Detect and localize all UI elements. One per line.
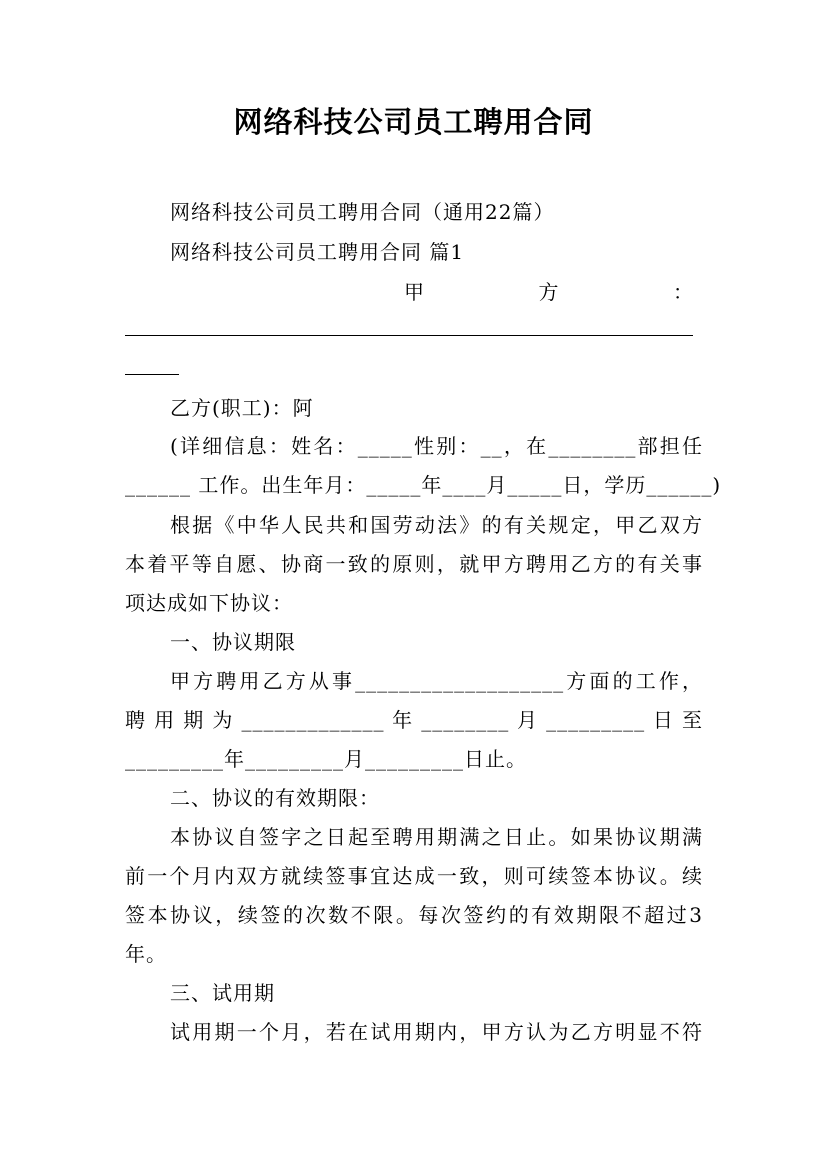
blank-underline — [125, 335, 693, 336]
document-title: 网络科技公司员工聘用合同 — [233, 105, 594, 139]
doc-line: 网络科技公司员工聘用合同（通用22篇） — [170, 200, 555, 224]
section-heading: 一、协议期限 — [170, 630, 296, 654]
doc-line: 聘 用 期 为 _____________ 年 ________ 月 _________ 日 至 — [125, 708, 703, 732]
doc-line: 前一个月内双方就续签事宜达成一致，则可续签本协议。续 — [125, 864, 703, 888]
doc-line: 本着平等自愿、协商一致的原则，就甲方聘用乙方的有关事 — [125, 552, 703, 576]
doc-line: 签本协议，续签的次数不限。每次签约的有效期限不超过3 — [125, 903, 703, 927]
doc-line: ______ 工作。出生年月：_____年____月_____日，学历______) — [125, 473, 722, 497]
doc-line: (详细信息：姓名：_____性别：__，在________部担任 — [170, 434, 703, 458]
doc-line: 甲方聘用乙方从事___________________方面的工作， — [170, 669, 703, 693]
blank-underline — [125, 374, 179, 375]
doc-line: _________年_________月_________日止。 — [125, 747, 527, 771]
party-a-label: 甲 方 ： — [404, 280, 694, 304]
party-a-line — [404, 279, 694, 305]
doc-line: 试用期一个月，若在试用期内，甲方认为乙方明显不符 — [170, 1020, 703, 1044]
doc-line: 网络科技公司员工聘用合同 篇1 — [170, 240, 465, 264]
doc-line: 根据《中华人民共和国劳动法》的有关规定，甲乙双方 — [170, 513, 703, 537]
doc-line: 乙方(职工)：阿 — [170, 396, 314, 420]
doc-line: 年。 — [125, 942, 167, 966]
doc-line: 项达成如下协议： — [125, 591, 293, 615]
section-heading: 二、协议的有效期限： — [170, 786, 380, 810]
section-heading: 三、试用期 — [170, 981, 275, 1005]
doc-line: 本协议自签字之日起至聘用期满之日止。如果协议期满 — [170, 825, 703, 849]
